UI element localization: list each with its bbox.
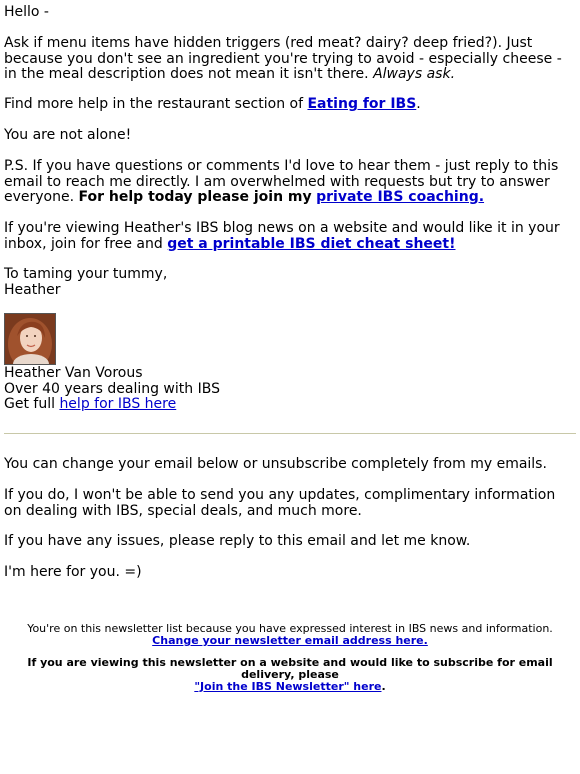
ps-text: P.S. If you have questions or comments I'd love to hear them - just reply to this email to reach me directly. I am overwhelmed with requests but try to answer everyone. (4, 158, 559, 205)
find-help-paragraph (4, 97, 421, 113)
always-ask-text: Always ask. (373, 66, 456, 82)
ask-text: Ask if menu items have hidden triggers (red meat? dairy? deep fried?). Just because you don't see an ingredient you're trying to avoid - especially cheese - in the meal description does not mean it isn't there. (4, 35, 562, 82)
author-photo-icon (4, 313, 56, 365)
author-photo-icon-svg (5, 314, 55, 364)
join-suffix: . (381, 680, 386, 693)
unsubscribe-warning-text: If you do, I won't be able to send you any updates, complimentary information on dealing with IBS, special deals, and much more. (4, 487, 556, 519)
issues-text: If you have any issues, please reply to this email and let me know. (4, 533, 471, 549)
private-coaching-link[interactable]: private IBS coaching. (316, 189, 485, 205)
find-help-suffix: . (416, 96, 421, 112)
list-reason-text: You're on this newsletter list because you have expressed interest in IBS news and information. (27, 622, 553, 635)
cheat-sheet-link[interactable]: get a printable IBS diet cheat sheet! (167, 235, 456, 252)
closing-line: To taming your tummy, (4, 266, 168, 282)
closing-name: Heather (4, 281, 61, 298)
help-for-ibs-link[interactable]: help for IBS here (59, 396, 177, 412)
change-newsletter-email-link[interactable]: Change your newsletter email address here. (152, 634, 428, 647)
ps-paragraph (4, 159, 576, 206)
find-help-text: Find more help in the restaurant section of (4, 96, 304, 112)
ps-bold-text: For help today please join my (78, 189, 312, 205)
signature (4, 366, 220, 413)
not-alone-text: You are not alone! (4, 127, 132, 143)
change-email-text: You can change your email below or unsubscribe completely from my emails. (4, 456, 547, 472)
footer-list-reason (0, 623, 580, 647)
ask-paragraph (4, 36, 576, 83)
eating-for-ibs-link[interactable]: Eating for IBS (307, 96, 417, 112)
greeting: Hello - (4, 4, 49, 20)
viewing-paragraph (4, 221, 576, 252)
signature-get-text: Get full (4, 396, 55, 412)
signature-title: Over 40 years dealing with IBS (4, 380, 220, 397)
join-newsletter-link[interactable]: "Join the IBS Newsletter" here (194, 680, 382, 693)
signature-help (4, 397, 220, 413)
subscribe-text: If you are viewing this newsletter on a website and would like to subscribe for email delivery, please (27, 656, 553, 681)
footer-subscribe (0, 657, 580, 693)
closing (4, 267, 167, 298)
viewing-text: If you're viewing Heather's IBS blog news on a website and would like it in your inbox, join for free and (4, 220, 560, 252)
divider (4, 433, 576, 434)
signature-name: Heather Van Vorous (4, 365, 143, 381)
here-for-you-text: I'm here for you. =) (4, 564, 142, 580)
